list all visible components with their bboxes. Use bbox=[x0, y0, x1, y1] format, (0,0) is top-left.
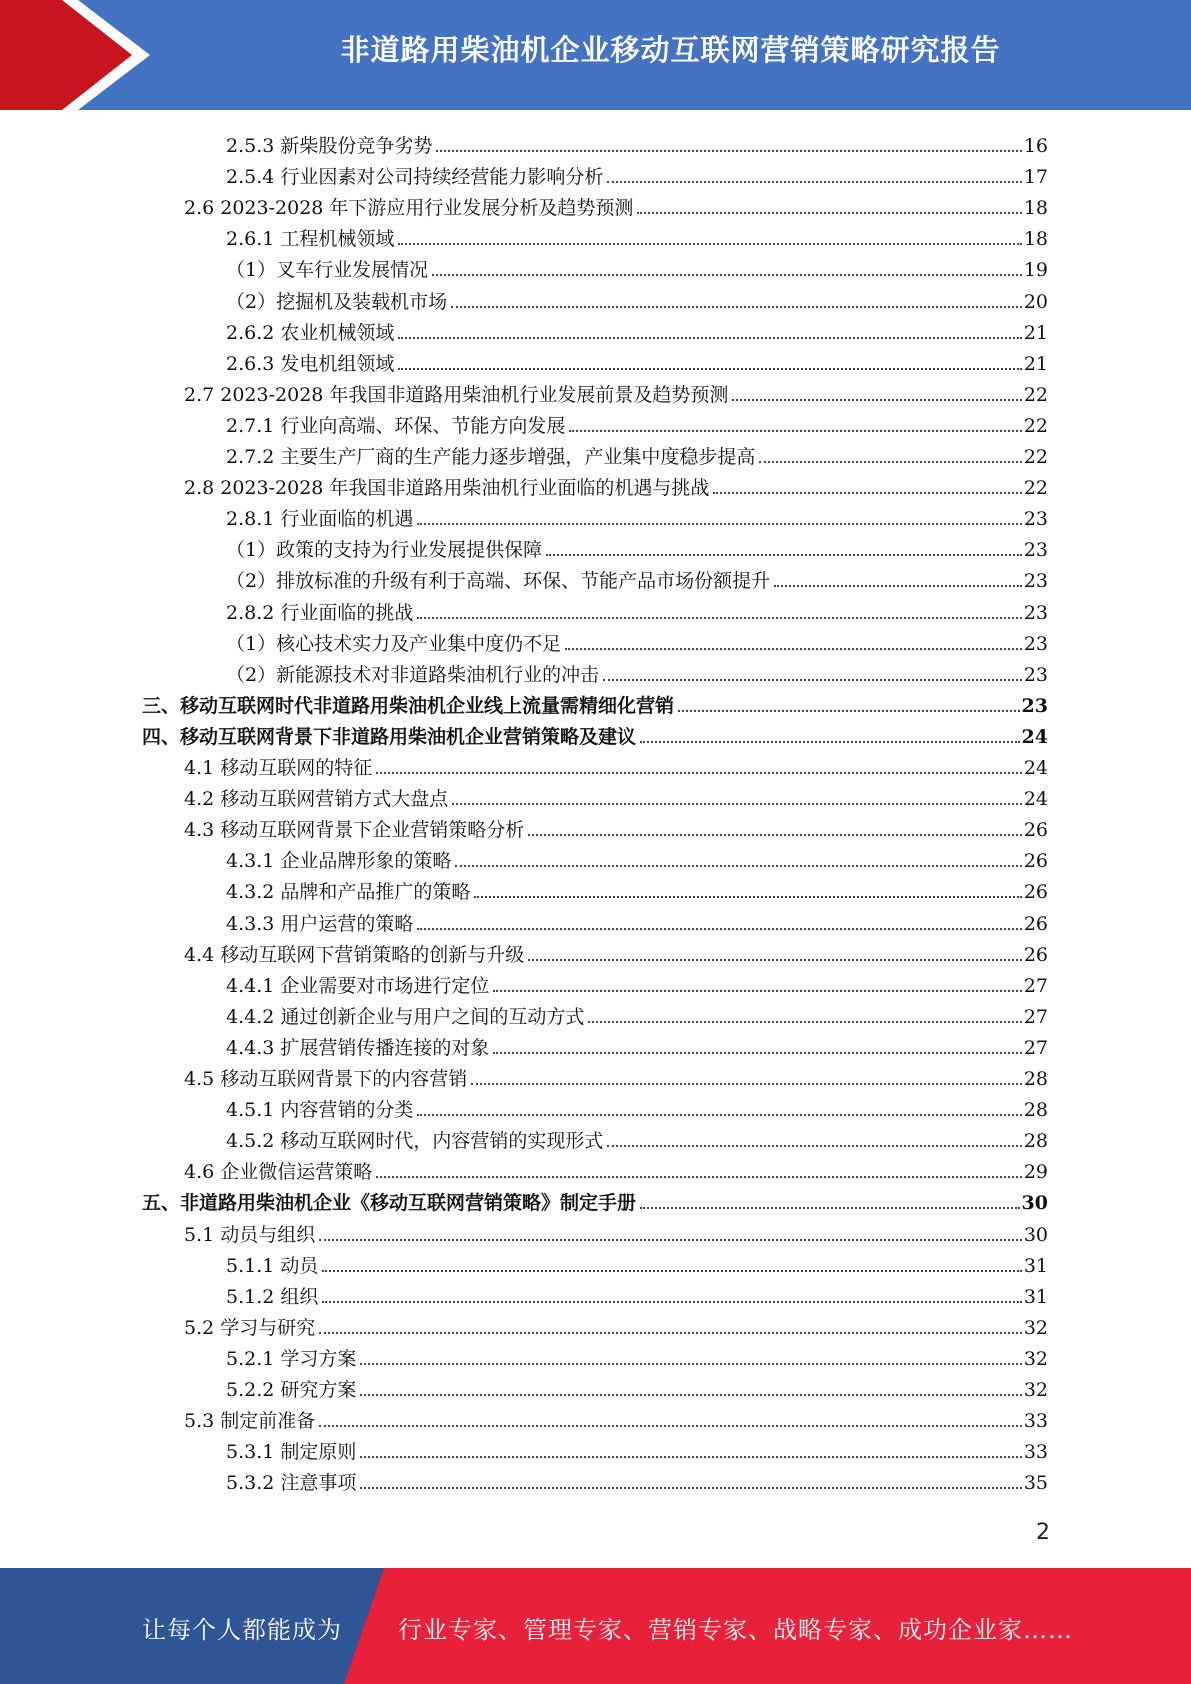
toc-entry-label: （1）核心技术实力及产业集中度仍不足 bbox=[226, 632, 562, 655]
toc-dot-leader bbox=[474, 896, 1021, 898]
toc-dot-leader bbox=[360, 1456, 1021, 1458]
toc-entry[interactable] bbox=[226, 1279, 1048, 1310]
toc-entry[interactable] bbox=[184, 750, 1048, 781]
toc-dot-leader bbox=[678, 710, 1020, 712]
toc-dot-leader bbox=[319, 1332, 1022, 1334]
toc-entry-page: 24 bbox=[1021, 725, 1048, 748]
toc-entry-page: 23 bbox=[1023, 601, 1048, 624]
toc-entry-label: （1）政策的支持为行业发展提供保障 bbox=[226, 539, 543, 562]
toc-entry[interactable] bbox=[142, 688, 1048, 719]
toc-entry[interactable] bbox=[226, 1123, 1048, 1154]
toc-entry[interactable] bbox=[226, 968, 1048, 999]
footer-slogan-left: 让每个人都能成为 bbox=[142, 1616, 342, 1644]
toc-entry-label: 2.6.3 发电机组领域 bbox=[226, 352, 395, 375]
toc-entry-label: 2.6 2023-2028 年下游应用行业发展分析及趋势预测 bbox=[184, 197, 634, 220]
toc-entry[interactable] bbox=[226, 657, 1048, 688]
toc-dot-leader bbox=[417, 617, 1021, 619]
toc-dot-leader bbox=[528, 834, 1022, 836]
toc-entry-page: 26 bbox=[1023, 850, 1048, 873]
toc-dot-leader bbox=[774, 585, 1022, 587]
toc-entry-label: 2.6.2 农业机械领域 bbox=[226, 321, 395, 344]
toc-entry-label: （1）叉车行业发展情况 bbox=[226, 259, 429, 282]
toc-entry-page: 28 bbox=[1023, 1099, 1048, 1122]
toc-entry-page: 23 bbox=[1023, 632, 1048, 655]
toc-entry[interactable] bbox=[226, 1434, 1048, 1465]
toc-entry-label: 5.2.1 学习方案 bbox=[226, 1347, 357, 1370]
toc-entry[interactable] bbox=[184, 937, 1048, 968]
toc-dot-leader bbox=[493, 990, 1021, 992]
toc-dot-leader bbox=[417, 523, 1021, 525]
toc-dot-leader bbox=[471, 1083, 1022, 1085]
toc-entry-label: 4.5 移动互联网背景下的内容营销 bbox=[184, 1068, 468, 1090]
toc-dot-leader bbox=[607, 181, 1021, 183]
toc-dot-leader bbox=[436, 150, 1021, 152]
toc-entry[interactable] bbox=[226, 1248, 1048, 1279]
toc-dot-leader bbox=[398, 368, 1021, 370]
toc-entry[interactable] bbox=[226, 221, 1048, 252]
toc-entry-label: 5.3 制定前准备 bbox=[184, 1410, 316, 1433]
toc-dot-leader bbox=[607, 1145, 1021, 1147]
toc-dot-leader bbox=[546, 554, 1022, 556]
toc-dot-leader bbox=[569, 430, 1021, 432]
toc-entry-page: 26 bbox=[1023, 819, 1048, 842]
toc-entry-label: 4.4.2 通过创新企业与用户之间的互动方式 bbox=[226, 1005, 585, 1028]
toc-dot-leader bbox=[319, 1239, 1022, 1241]
toc-entry-label: （2）排放标准的升级有利于高端、环保、节能产品市场份额提升 bbox=[226, 570, 771, 593]
toc-entry[interactable] bbox=[226, 1092, 1048, 1123]
toc-entry[interactable] bbox=[226, 999, 1048, 1030]
toc-entry[interactable] bbox=[226, 1372, 1048, 1403]
toc-entry-page: 26 bbox=[1023, 881, 1048, 904]
document-title: 非道路用柴油机企业移动互联网营销策略研究报告 bbox=[340, 33, 1001, 67]
toc-entry[interactable] bbox=[184, 1154, 1048, 1185]
toc-dot-leader bbox=[322, 1270, 1021, 1272]
toc-entry[interactable] bbox=[226, 843, 1048, 874]
toc-entry-label: 4.3.1 企业品牌形象的策略 bbox=[226, 850, 452, 873]
toc-entry-page: 22 bbox=[1023, 414, 1048, 437]
toc-entry-label: （2）挖掘机及装载机市场 bbox=[226, 290, 448, 313]
toc-entry-label: 4.5.2 移动互联网时代，内容营销的实现形式 bbox=[226, 1130, 604, 1153]
toc-entry-page: 30 bbox=[1021, 1192, 1048, 1215]
toc-dot-leader bbox=[376, 1176, 1022, 1178]
toc-entry-page: 23 bbox=[1023, 508, 1048, 531]
toc-entry-page: 22 bbox=[1023, 446, 1048, 468]
toc-entry[interactable] bbox=[226, 563, 1048, 594]
toc-entry-label: 2.8.1 行业面临的机遇 bbox=[226, 508, 414, 531]
toc-entry-page: 18 bbox=[1023, 228, 1048, 251]
toc-entry[interactable] bbox=[226, 501, 1048, 532]
toc-dot-leader bbox=[319, 1425, 1022, 1427]
toc-entry-label: （2）新能源技术对非道路柴油机行业的冲击 bbox=[226, 663, 600, 686]
toc-entry-page: 27 bbox=[1023, 974, 1048, 997]
toc-entry-page: 24 bbox=[1023, 788, 1048, 811]
toc-entry-page: 32 bbox=[1023, 1316, 1048, 1339]
page-number: 2 bbox=[1036, 1520, 1050, 1545]
toc-entry-page: 33 bbox=[1023, 1441, 1048, 1464]
toc-entry[interactable] bbox=[184, 1217, 1048, 1248]
toc-entry[interactable] bbox=[142, 719, 1048, 750]
toc-entry-page: 32 bbox=[1023, 1347, 1048, 1370]
footer-slogan-right: 行业专家、管理专家、营销专家、战略专家、成功企业家…… bbox=[398, 1616, 1073, 1644]
toc-dot-leader bbox=[713, 492, 1021, 494]
toc-entry-label: 4.3.2 品牌和产品推广的策略 bbox=[226, 881, 471, 904]
toc-entry[interactable] bbox=[226, 1341, 1048, 1372]
toc-dot-leader bbox=[398, 243, 1021, 245]
page-footer bbox=[0, 1568, 1191, 1684]
toc-entry-label: 4.5.1 内容营销的分类 bbox=[226, 1099, 414, 1122]
toc-entry-label: 5.2.2 研究方案 bbox=[226, 1379, 357, 1401]
toc-entry-label: 2.8 2023-2028 年我国非道路用柴油机行业面临的机遇与挑战 bbox=[184, 477, 710, 500]
toc-entry-page: 31 bbox=[1023, 1254, 1048, 1277]
toc-entry-page: 23 bbox=[1023, 539, 1048, 562]
toc-entry-label: 5.2 学习与研究 bbox=[184, 1316, 316, 1339]
toc-entry[interactable] bbox=[184, 470, 1048, 501]
toc-entry[interactable] bbox=[226, 1030, 1048, 1061]
toc-dot-leader bbox=[732, 399, 1021, 401]
toc-entry-page: 31 bbox=[1023, 1285, 1048, 1308]
toc-entry-page: 33 bbox=[1023, 1410, 1048, 1433]
toc-entry-page: 22 bbox=[1023, 383, 1048, 406]
toc-entry[interactable] bbox=[226, 439, 1048, 470]
toc-entry-label: 5.3.1 制定原则 bbox=[226, 1441, 357, 1464]
toc-entry-label: 五、非道路用柴油机企业《移动互联网营销策略》制定手册 bbox=[142, 1192, 637, 1215]
toc-dot-leader bbox=[588, 1021, 1021, 1023]
toc-entry[interactable] bbox=[226, 284, 1048, 315]
toc-dot-leader bbox=[603, 679, 1022, 681]
toc-entry-page: 29 bbox=[1023, 1161, 1048, 1184]
toc-entry-label: 三、移动互联网时代非道路用柴油机企业线上流量需精细化营销 bbox=[142, 694, 675, 717]
toc-entry[interactable] bbox=[184, 1403, 1048, 1434]
toc-entry-page: 23 bbox=[1023, 570, 1048, 593]
toc-entry[interactable] bbox=[184, 377, 1048, 408]
toc-entry-label: 4.3.3 用户运营的策略 bbox=[226, 912, 414, 935]
toc-entry[interactable] bbox=[226, 346, 1048, 377]
toc-entry-page: 32 bbox=[1023, 1379, 1048, 1401]
toc-dot-leader bbox=[637, 212, 1021, 214]
toc-dot-leader bbox=[759, 461, 1021, 463]
toc-entry-page: 27 bbox=[1023, 1005, 1048, 1028]
toc-entry-page: 20 bbox=[1023, 290, 1048, 313]
toc-entry-label: 4.4.3 扩展营销传播连接的对象 bbox=[226, 1036, 490, 1059]
toc-entry-page: 16 bbox=[1023, 135, 1048, 157]
toc-entry-page: 24 bbox=[1023, 757, 1048, 779]
toc-entry-page: 30 bbox=[1023, 1223, 1048, 1246]
toc-entry-label: 2.5.4 行业因素对公司持续经营能力影响分析 bbox=[226, 166, 604, 189]
toc-dot-leader bbox=[322, 1301, 1021, 1303]
toc-entry-label: 四、移动互联网背景下非道路用柴油机企业营销策略及建议 bbox=[142, 725, 637, 748]
toc-entry[interactable] bbox=[226, 532, 1048, 563]
toc-entry-page: 21 bbox=[1023, 352, 1048, 375]
toc-dot-leader bbox=[455, 865, 1021, 867]
toc-entry-label: 4.3 移动互联网背景下企业营销策略分析 bbox=[184, 819, 525, 842]
page-header bbox=[0, 0, 1191, 110]
toc-entry[interactable] bbox=[226, 128, 1048, 159]
toc-entry[interactable] bbox=[226, 315, 1048, 346]
toc-dot-leader bbox=[376, 772, 1022, 774]
toc-dot-leader bbox=[451, 306, 1022, 308]
toc-entry-label: 2.7 2023-2028 年我国非道路用柴油机行业发展前景及趋势预测 bbox=[184, 383, 729, 406]
toc-entry[interactable] bbox=[226, 595, 1048, 626]
toc-entry[interactable] bbox=[226, 1465, 1048, 1496]
toc-entry[interactable] bbox=[184, 190, 1048, 221]
toc-dot-leader bbox=[565, 648, 1022, 650]
toc-entry-label: 5.1.2 组织 bbox=[226, 1285, 319, 1308]
toc-entry-label: 4.6 企业微信运营策略 bbox=[184, 1161, 373, 1184]
toc-entry[interactable] bbox=[226, 906, 1048, 937]
toc-entry[interactable] bbox=[226, 408, 1048, 439]
toc-entry-page: 23 bbox=[1021, 694, 1048, 717]
toc-dot-leader bbox=[432, 274, 1022, 276]
toc-entry-page: 26 bbox=[1023, 912, 1048, 935]
toc-entry-page: 22 bbox=[1023, 477, 1048, 500]
toc-entry-page: 35 bbox=[1023, 1472, 1048, 1495]
toc-entry-label: 2.6.1 工程机械领域 bbox=[226, 228, 395, 251]
toc-entry-label: 4.4.1 企业需要对市场进行定位 bbox=[226, 974, 490, 997]
toc-entry-page: 27 bbox=[1023, 1036, 1048, 1059]
toc-entry[interactable] bbox=[226, 159, 1048, 190]
toc-entry[interactable] bbox=[184, 781, 1048, 812]
toc-dot-leader bbox=[640, 1207, 1020, 1209]
toc-entry-label: 5.1.1 动员 bbox=[226, 1254, 319, 1277]
toc-entry-label: 4.4 移动互联网下营销策略的创新与升级 bbox=[184, 943, 525, 966]
toc-dot-leader bbox=[640, 741, 1020, 743]
toc-entry-page: 19 bbox=[1023, 259, 1048, 282]
toc-entry-page: 23 bbox=[1023, 663, 1048, 686]
toc-dot-leader bbox=[398, 337, 1021, 339]
toc-entry-label: 2.5.3 新柴股份竞争劣势 bbox=[226, 135, 433, 157]
toc-entry-page: 28 bbox=[1023, 1068, 1048, 1090]
toc-entry-label: 2.7.2 主要生产厂商的生产能力逐步增强，产业集中度稳步提高 bbox=[226, 446, 756, 468]
toc-entry[interactable] bbox=[226, 252, 1048, 283]
toc-entry[interactable] bbox=[184, 812, 1048, 843]
toc-entry-label: 5.1 动员与组织 bbox=[184, 1223, 316, 1246]
toc-entry-page: 21 bbox=[1023, 321, 1048, 344]
toc-entry[interactable] bbox=[142, 1185, 1048, 1216]
toc-dot-leader bbox=[528, 959, 1022, 961]
toc-entry[interactable] bbox=[184, 1061, 1048, 1092]
toc-entry-label: 4.1 移动互联网的特征 bbox=[184, 757, 373, 779]
toc-entry[interactable] bbox=[226, 874, 1048, 905]
toc-dot-leader bbox=[452, 803, 1022, 805]
toc-entry[interactable] bbox=[226, 626, 1048, 657]
toc-entry-label: 4.2 移动互联网营销方式大盘点 bbox=[184, 788, 449, 811]
toc-entry-page: 28 bbox=[1023, 1130, 1048, 1153]
toc-entry-label: 2.7.1 行业向高端、环保、节能方向发展 bbox=[226, 414, 566, 437]
toc-dot-leader bbox=[360, 1363, 1021, 1365]
toc-dot-leader bbox=[417, 1114, 1021, 1116]
toc-dot-leader bbox=[360, 1394, 1021, 1396]
toc-entry-page: 26 bbox=[1023, 943, 1048, 966]
toc-entry-label: 2.8.2 行业面临的挑战 bbox=[226, 601, 414, 624]
toc-entry[interactable] bbox=[184, 1310, 1048, 1341]
toc-dot-leader bbox=[493, 1052, 1021, 1054]
toc-entry-page: 17 bbox=[1023, 166, 1048, 189]
toc-dot-leader bbox=[360, 1487, 1021, 1489]
toc-entry-page: 18 bbox=[1023, 197, 1048, 220]
toc-entry-label: 5.3.2 注意事项 bbox=[226, 1472, 357, 1495]
toc-dot-leader bbox=[417, 928, 1021, 930]
